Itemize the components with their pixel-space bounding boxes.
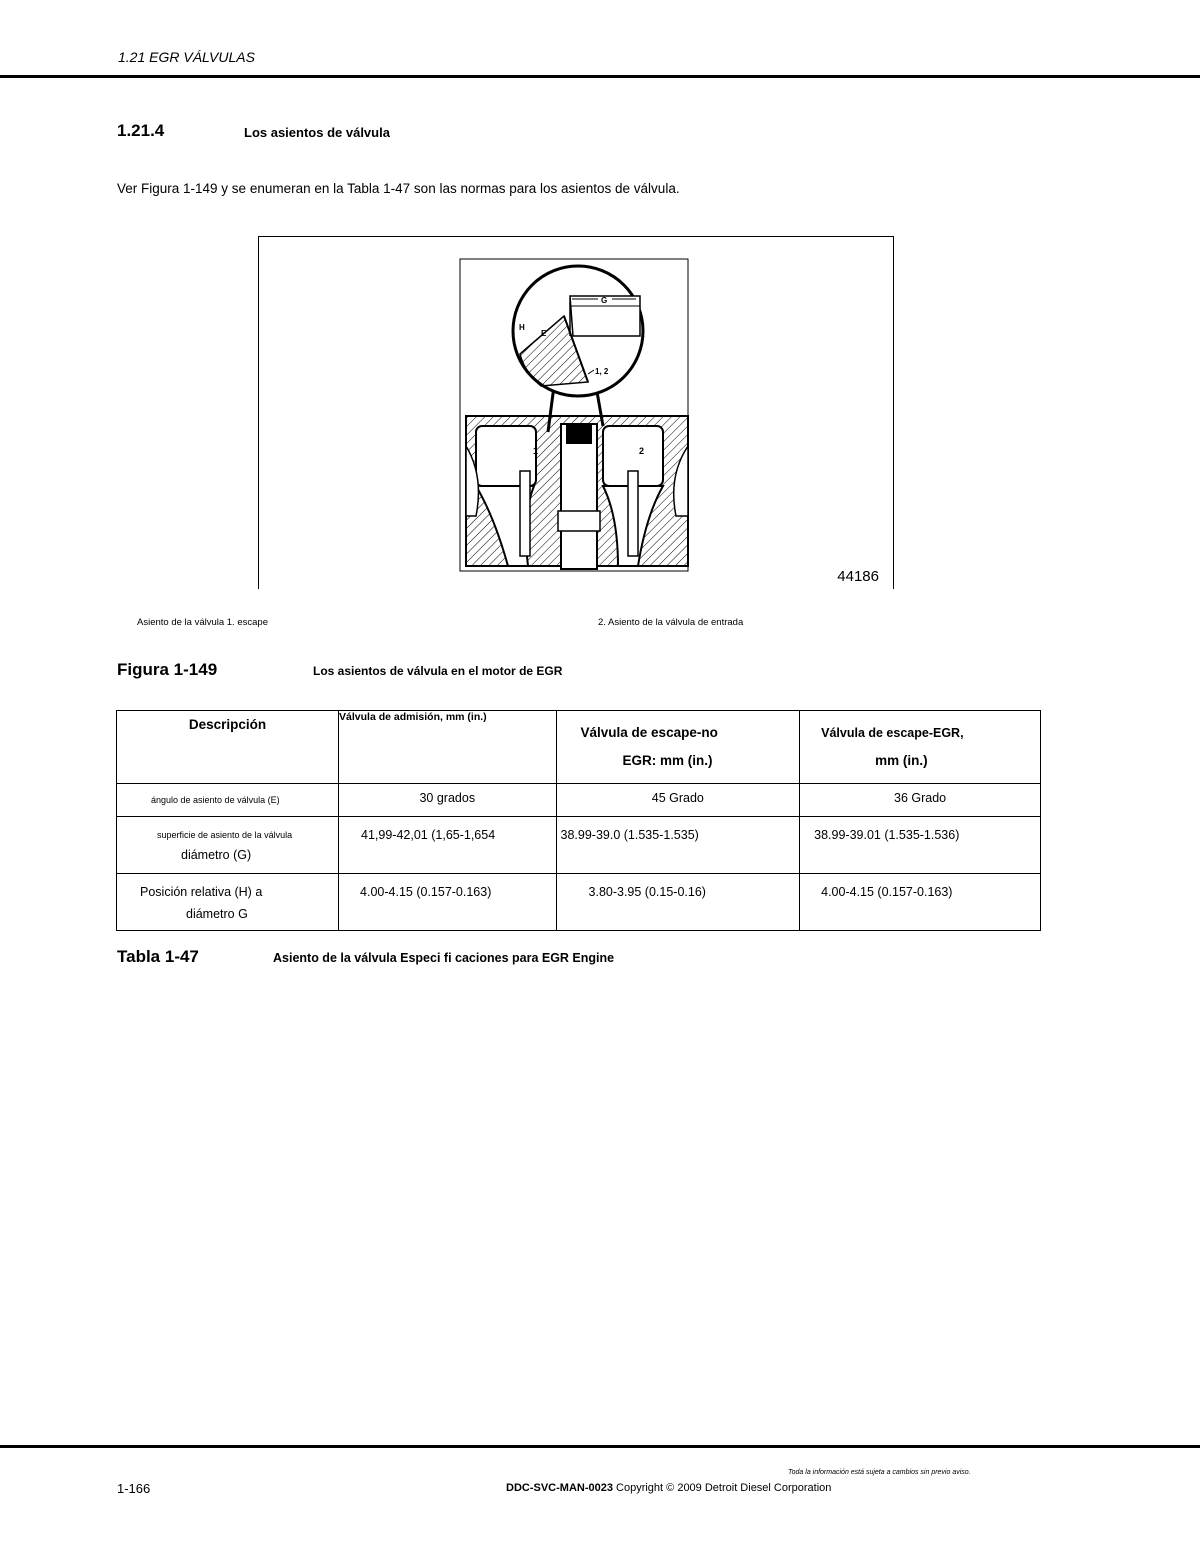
- cell-exhaust-egr: 36 Grado: [800, 784, 1041, 817]
- valve-seat-spec-table: [116, 710, 1041, 931]
- cell-desc: Posición relativa (H) a diámetro G: [117, 874, 339, 931]
- callout-2: 2: [639, 446, 645, 456]
- header-exhaust-noegr: Válvula de escape-no EGR: mm (in.): [556, 711, 800, 784]
- section-number: 1.21.4: [117, 121, 165, 140]
- figure-label: Figura 1-149: [117, 660, 218, 679]
- running-header: 1.21 EGR VÁLVULAS: [118, 49, 255, 65]
- figure-id-tag: 44186: [837, 568, 879, 585]
- intro-paragraph: Ver Figura 1-149 y se enumeran en la Tabla 1-47 son las normas para los asientos de válvula.: [117, 181, 680, 196]
- table-row: [117, 817, 1041, 874]
- cell-intake: 41,99-42,01 (1,65-1,654: [339, 817, 556, 874]
- cell-exhaust-noegr: 45 Grado: [556, 784, 800, 817]
- cell-intake: 4.00-4.15 (0.157-0.163): [339, 874, 556, 931]
- table-row: [117, 784, 1041, 817]
- cell-desc: superficie de asiento de la válvula diámetro (G): [117, 817, 339, 874]
- doc-id: DDC-SVC-MAN-0023: [506, 1482, 613, 1494]
- disclaimer-note: Toda la información está sujeta a cambios sin previo aviso.: [788, 1469, 971, 1476]
- table-title: Asiento de la válvula Especi fi caciones para EGR Engine: [273, 951, 615, 965]
- header-intake: Válvula de admisión, mm (in.): [339, 711, 556, 784]
- cell-intake: 30 grados: [339, 784, 556, 817]
- detail-magnifier: [513, 266, 643, 396]
- footer-rule: [0, 1445, 1200, 1448]
- figure-frame: [258, 236, 894, 589]
- callout-1: 1: [533, 446, 539, 456]
- copyright-text: Copyright © 2009 Detroit Diesel Corporation: [612, 1482, 832, 1494]
- caption-intake-seat: 2. Asiento de la válvula de entrada: [598, 617, 744, 628]
- valve-seat-diagram: [258, 236, 894, 589]
- cylinder-head-section: [466, 416, 688, 569]
- copyright-line: [506, 1482, 831, 1494]
- header-rule: [0, 75, 1200, 78]
- page-number: 1-166: [117, 1481, 151, 1496]
- caption-exhaust-seat: Asiento de la válvula 1. escape: [137, 617, 268, 628]
- section-title: Los asientos de válvula: [244, 125, 390, 140]
- cell-desc: ángulo de asiento de válvula (E): [117, 784, 339, 817]
- table-header-row: [117, 711, 1041, 784]
- callout-e: E: [541, 329, 547, 338]
- callout-h: H: [519, 323, 525, 332]
- table-label: Tabla 1-47: [117, 947, 199, 966]
- cell-exhaust-egr: 4.00-4.15 (0.157-0.163): [800, 874, 1041, 931]
- cell-exhaust-noegr: 38.99-39.0 (1.535-1.535): [556, 817, 800, 874]
- figure-title: Los asientos de válvula en el motor de EGR: [313, 664, 563, 678]
- callout-detail: 1, 2: [595, 367, 609, 376]
- callout-g: G: [601, 296, 608, 305]
- cell-exhaust-egr: 38.99-39.01 (1.535-1.536): [800, 817, 1041, 874]
- table-row: [117, 874, 1041, 931]
- cell-exhaust-noegr: 3.80-3.95 (0.15-0.16): [556, 874, 800, 931]
- header-description: Descripción: [117, 711, 339, 784]
- header-exhaust-egr: Válvula de escape-EGR, mm (in.): [800, 711, 1041, 784]
